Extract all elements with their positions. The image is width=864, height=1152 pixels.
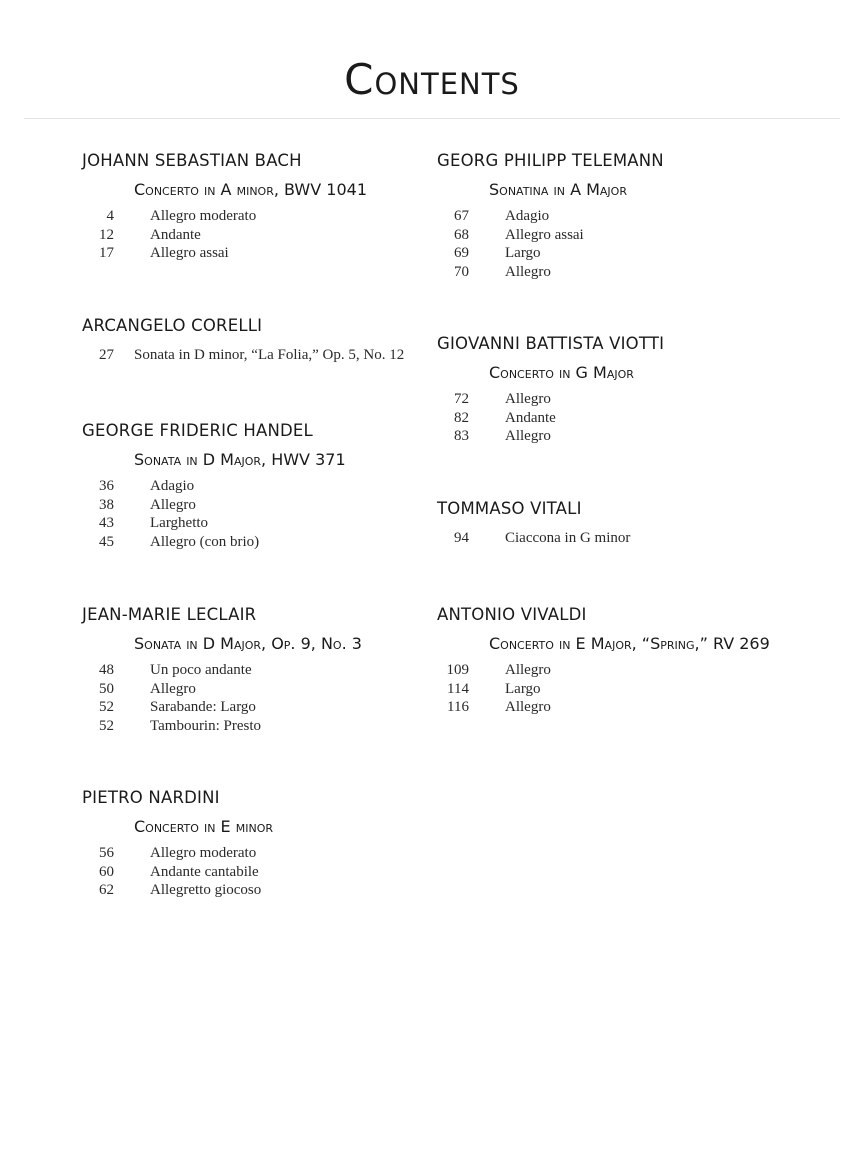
movement-entry[interactable] (82, 680, 362, 699)
composer-section-viotti (437, 332, 664, 446)
page-number: 52 (99, 699, 114, 716)
composer-name: JEAN-MARIE LECLAIR (82, 605, 257, 624)
movement-title: Allegro assai (505, 226, 584, 243)
movement-title: Allegretto giocoso (150, 882, 262, 899)
work-title: Sonata in D minor, “La Folia,” Op. 5, No. 12 (134, 347, 405, 363)
page-title: Contents (344, 55, 520, 104)
movement-title: Andante (150, 226, 201, 243)
movement-entry[interactable] (82, 661, 362, 680)
page-number: 60 (99, 863, 114, 880)
movement-entry[interactable] (82, 226, 367, 245)
movement-entry[interactable] (82, 863, 273, 882)
work-title: Sonata in D Major, HWV 371 (134, 450, 346, 469)
movement-title: Larghetto (150, 515, 209, 532)
page-number: 116 (447, 699, 469, 716)
movement-entry[interactable] (82, 533, 346, 552)
movement-title: Adagio (150, 478, 195, 494)
composer-name: ARCANGELO CORELLI (82, 316, 263, 335)
movement-entry[interactable] (82, 244, 367, 263)
movement-list (82, 844, 273, 900)
composer-section-corelli (82, 314, 404, 365)
page-number: 114 (447, 680, 469, 697)
work-title: Ciaccona in G minor (505, 530, 631, 546)
composer-name: JOHANN SEBASTIAN BACH (82, 151, 302, 170)
movement-entry[interactable] (437, 661, 770, 680)
movement-entry[interactable] (82, 207, 367, 226)
movement-title: Adagio (505, 208, 550, 224)
composer-name: PIETRO NARDINI (82, 788, 220, 807)
page-number: 4 (106, 208, 114, 224)
page-number: 50 (99, 680, 114, 697)
movement-entry[interactable] (437, 226, 664, 245)
page-number: 70 (454, 264, 469, 281)
page-number: 36 (99, 478, 114, 494)
composer-name: GIOVANNI BATTISTA VIOTTI (437, 334, 665, 353)
work-entry[interactable] (437, 529, 630, 548)
work-title: Sonatina in A Major (489, 180, 627, 199)
page-number: 43 (99, 515, 114, 532)
movement-title: Allegro (con brio) (150, 534, 260, 551)
movement-list (437, 390, 664, 446)
movement-entry[interactable] (437, 427, 664, 446)
movement-entry[interactable] (437, 390, 664, 409)
movement-entry[interactable] (82, 477, 346, 496)
page-number: 52 (99, 718, 114, 735)
movement-title: Allegro assai (150, 245, 229, 262)
movement-entry[interactable] (437, 698, 770, 717)
composer-section-vivaldi (437, 603, 770, 717)
composer-name: TOMMASO VITALI (437, 499, 582, 518)
work-title: Concerto in E minor (134, 817, 274, 836)
movement-title: Allegro (505, 428, 551, 445)
work-title: Sonata in D Major, Op. 9, No. 3 (134, 634, 362, 653)
movement-title: Allegro moderato (150, 208, 257, 224)
page-number: 27 (99, 347, 114, 363)
composer-section-handel (82, 419, 346, 552)
page-number: 45 (99, 534, 114, 551)
work-entry[interactable] (82, 346, 404, 365)
movement-entry[interactable] (437, 409, 664, 428)
movement-title: Allegro (505, 264, 551, 281)
work-title: Concerto in E Major, “Spring,” RV 269 (489, 634, 770, 653)
movement-entry[interactable] (437, 244, 664, 263)
composer-name: GEORG PHILIPP TELEMANN (437, 151, 664, 170)
page-number: 69 (454, 245, 469, 262)
page-number: 109 (446, 662, 469, 678)
movement-title: Allegro (150, 680, 196, 697)
movement-title: Largo (505, 245, 541, 262)
page-number: 56 (99, 845, 114, 861)
page-number: 94 (454, 530, 469, 546)
movement-title: Allegro moderato (150, 845, 257, 861)
page-number: 38 (99, 496, 114, 513)
movement-list (82, 661, 362, 736)
work-title: Concerto in G Major (489, 363, 634, 382)
page-number: 48 (99, 662, 114, 678)
composer-name: ANTONIO VIVALDI (437, 605, 587, 624)
movement-title: Allegro (505, 662, 551, 678)
movement-entry[interactable] (437, 263, 664, 282)
movement-title: Largo (505, 680, 541, 697)
composer-section-telemann (437, 149, 664, 282)
movement-list (437, 207, 664, 282)
movement-entry[interactable] (82, 514, 346, 533)
composer-section-nardini (82, 786, 273, 900)
movement-entry[interactable] (82, 698, 362, 717)
movement-entry[interactable] (82, 844, 273, 863)
page-number: 62 (99, 882, 114, 899)
movement-title: Allegro (505, 699, 551, 716)
composer-name: GEORGE FRIDERIC HANDEL (82, 421, 313, 440)
movement-list (82, 207, 367, 263)
page-number: 72 (454, 391, 469, 407)
page-number: 82 (454, 409, 469, 426)
movement-list (437, 661, 770, 717)
page-number: 17 (99, 245, 114, 262)
movement-list (82, 477, 346, 552)
title-divider (24, 118, 840, 119)
movement-title: Un poco andante (150, 662, 252, 678)
composer-section-vitali (437, 497, 630, 548)
movement-entry[interactable] (437, 207, 664, 226)
movement-entry[interactable] (82, 717, 362, 736)
movement-title: Allegro (150, 496, 196, 513)
movement-title: Tambourin: Presto (150, 718, 262, 735)
page-number: 67 (454, 208, 469, 224)
work-title: Concerto in A minor, BWV 1041 (134, 180, 367, 199)
movement-title: Sarabande: Largo (150, 699, 256, 716)
movement-entry[interactable] (437, 680, 770, 699)
movement-entry[interactable] (82, 881, 273, 900)
composer-section-bach (82, 149, 367, 263)
movement-title: Andante cantabile (150, 863, 259, 880)
movement-title: Andante (505, 409, 556, 426)
page-number: 83 (454, 428, 469, 445)
composer-section-leclair (82, 603, 362, 736)
movement-entry[interactable] (82, 496, 346, 515)
page-number: 68 (454, 226, 469, 243)
page-number: 12 (99, 226, 114, 243)
movement-title: Allegro (505, 391, 551, 407)
